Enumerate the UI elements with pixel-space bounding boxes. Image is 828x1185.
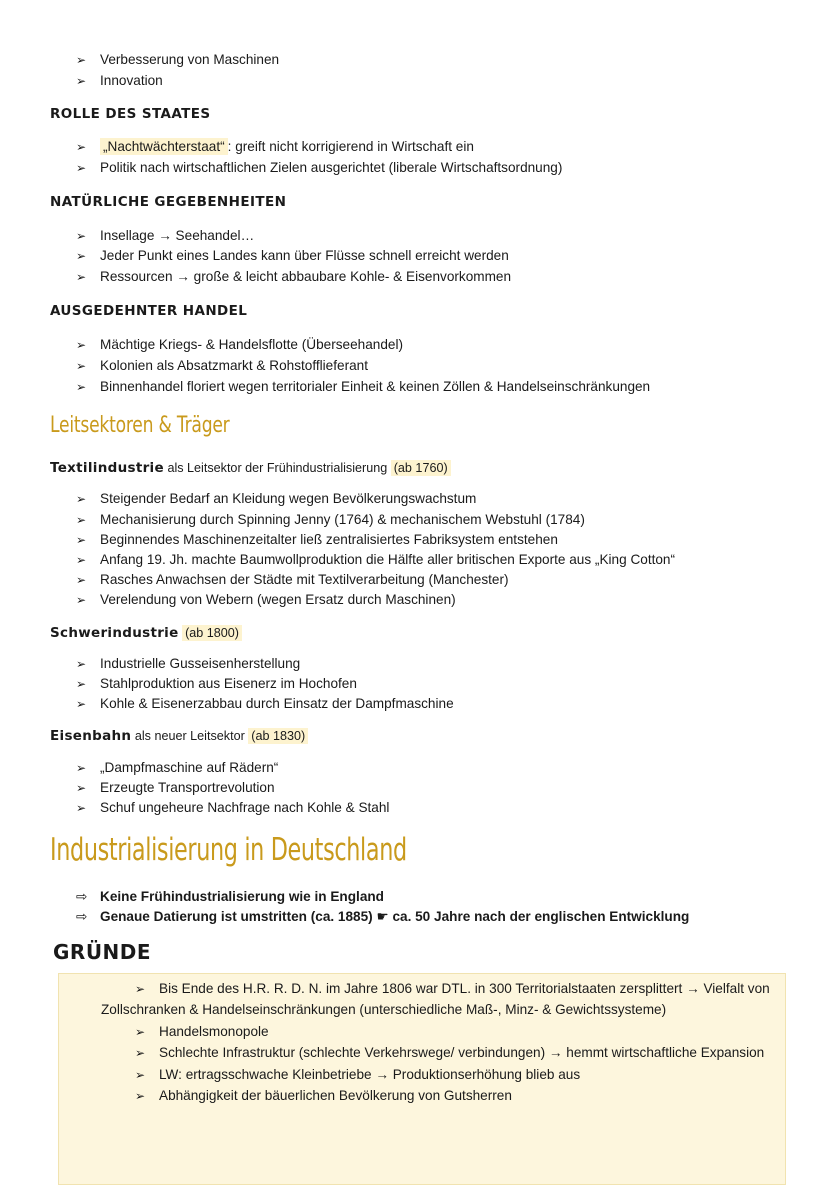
- bullet-arrow-icon: ➢: [76, 533, 87, 547]
- date-badge: (ab 1830): [248, 728, 308, 744]
- bullet-arrow-icon: ➢: [76, 53, 87, 67]
- list-item: ➢ Insellage → Seehandel…: [76, 228, 255, 243]
- bullet-arrow-icon: ➢: [135, 1046, 146, 1060]
- bullet-arrow-icon: ➢: [76, 140, 87, 154]
- list-item: ➢ LW: ertragsschwache Kleinbetriebe → Produktionserhöhung blieb aus: [135, 1067, 581, 1082]
- list-item: ➢ Schlechte Infrastruktur (schlechte Verkehrswege/ verbindungen) → hemmt wirtschaftliche Expansion: [135, 1045, 765, 1060]
- list-item: ➢ Innovation: [76, 73, 163, 88]
- list-item: ➢ Kohle & Eisenerzabbau durch Einsatz der Dampfmaschine: [76, 696, 454, 711]
- bullet-arrow-icon: ➢: [76, 74, 87, 88]
- date-badge: (ab 1800): [182, 625, 242, 641]
- bullet-arrow-icon: ➢: [76, 338, 87, 352]
- bullet-arrow-icon: ➢: [76, 513, 87, 527]
- bullet-arrow-icon: ➢: [135, 1089, 146, 1103]
- bullet-arrow-icon: ➢: [76, 229, 87, 243]
- bullet-arrow-icon: ➢: [76, 697, 87, 711]
- list-item: ➢ „Nachtwächterstaat“ : greift nicht korrigierend in Wirtschaft ein: [76, 139, 474, 154]
- bullet-arrow-icon: ➢: [76, 249, 87, 263]
- list-item: ➢ Kolonien als Absatzmarkt & Rohstofflieferant: [76, 358, 368, 373]
- bullet-arrow-icon: ➢: [76, 573, 87, 587]
- date-badge: (ab 1760): [391, 460, 451, 476]
- bullet-arrow-icon: ➢: [76, 380, 87, 394]
- list-item: ➢ Mechanisierung durch Spinning Jenny (1764) & mechanischem Webstuhl (1784): [76, 512, 585, 527]
- bullet-arrow-icon: ➢: [76, 761, 87, 775]
- list-item: ➢ Erzeugte Transportrevolution: [76, 780, 275, 795]
- bullet-arrow-icon: ➢: [135, 1025, 146, 1039]
- bullet-arrow-icon: ➢: [76, 593, 87, 607]
- list-item-continuation: Zollschranken & Handelseinschränkungen (unterschiedliche Maß-, Minz- & Gewichtssysteme): [101, 1002, 667, 1017]
- section-heading-gruende: GRÜNDE: [53, 940, 152, 964]
- right-arrow-icon: ⇨: [76, 909, 88, 924]
- list-item: ➢ Industrielle Gusseisenherstellung: [76, 656, 301, 671]
- list-item: ➢ Abhängigkeit der bäuerlichen Bevölkerung von Gutsherren: [135, 1088, 512, 1103]
- list-item: ➢ Anfang 19. Jh. machte Baumwollproduktion die Hälfte aller britischen Exporte aus „King Cotton“: [76, 552, 676, 567]
- section-title-deutschland: Industrialisierung in Deutschland: [50, 832, 407, 868]
- right-arrow-icon: ⇨: [76, 889, 88, 904]
- gruende-box: [58, 973, 786, 1185]
- list-item: ➢ Verbesserung von Maschinen: [76, 52, 280, 67]
- section-heading-rolle: ROLLE DES STAATES: [50, 106, 211, 122]
- sector-heading-textil: Textilindustrie als Leitsektor der Frühindustrialisierung (ab 1760): [50, 460, 451, 476]
- bullet-arrow-icon: ➢: [76, 161, 87, 175]
- list-item: ⇨ Genaue Datierung ist umstritten (ca. 1885) ☛ ca. 50 Jahre nach der englischen Entwicklung: [76, 909, 690, 924]
- bullet-arrow-icon: ➢: [135, 982, 146, 996]
- bullet-arrow-icon: ➢: [76, 781, 87, 795]
- list-item: ➢ Binnenhandel floriert wegen territorialer Einheit & keinen Zöllen & Handelseinschränkungen: [76, 379, 651, 394]
- section-heading-handel: AUSGEDEHNTER HANDEL: [50, 303, 248, 319]
- bullet-arrow-icon: ➢: [76, 270, 87, 284]
- list-item: ➢ Mächtige Kriegs- & Handelsflotte (Überseehandel): [76, 337, 403, 352]
- sector-heading-eisenbahn: Eisenbahn als neuer Leitsektor (ab 1830): [50, 728, 308, 744]
- bullet-arrow-icon: ➢: [76, 801, 87, 815]
- list-item: ➢ Politik nach wirtschaftlichen Zielen ausgerichtet (liberale Wirtschaftsordnung): [76, 160, 563, 175]
- list-item: ➢ Jeder Punkt eines Landes kann über Flüsse schnell erreicht werden: [76, 248, 509, 263]
- list-item: ➢ Rasches Anwachsen der Städte mit Textilverarbeitung (Manchester): [76, 572, 509, 587]
- bullet-arrow-icon: ➢: [76, 657, 87, 671]
- list-item: ➢ „Dampfmaschine auf Rädern“: [76, 760, 279, 775]
- bullet-arrow-icon: ➢: [76, 359, 87, 373]
- list-item: ⇨ Keine Frühindustrialisierung wie in England: [76, 889, 384, 904]
- list-item: ➢ Handelsmonopole: [135, 1024, 269, 1039]
- list-item: ➢ Beginnendes Maschinenzeitalter ließ zentralisiertes Fabriksystem entstehen: [76, 532, 558, 547]
- bullet-arrow-icon: ➢: [76, 677, 87, 691]
- list-item: ➢ Steigender Bedarf an Kleidung wegen Bevölkerungswachstum: [76, 491, 477, 506]
- bullet-arrow-icon: ➢: [76, 492, 87, 506]
- bullet-arrow-icon: ➢: [135, 1068, 146, 1082]
- highlight-term: „Nachtwächterstaat“: [100, 138, 228, 155]
- list-item: ➢ Bis Ende des H.R. R. D. N. im Jahre 1806 war DTL. in 300 Territorialstaaten zersplittert → Vielfalt von: [135, 981, 770, 996]
- section-heading-natuerlich: NATÜRLICHE GEGEBENHEITEN: [50, 194, 287, 210]
- list-item: ➢ Verelendung von Webern (wegen Ersatz durch Maschinen): [76, 592, 456, 607]
- section-title-leitsektoren: Leitsektoren & Träger: [50, 413, 230, 438]
- sector-heading-schwer: Schwerindustrie (ab 1800): [50, 625, 242, 641]
- bullet-arrow-icon: ➢: [76, 553, 87, 567]
- list-item: ➢ Ressourcen → große & leicht abbaubare Kohle- & Eisenvorkommen: [76, 269, 512, 284]
- list-item: ➢ Stahlproduktion aus Eisenerz im Hochofen: [76, 676, 357, 691]
- list-item: ➢ Schuf ungeheure Nachfrage nach Kohle & Stahl: [76, 800, 390, 815]
